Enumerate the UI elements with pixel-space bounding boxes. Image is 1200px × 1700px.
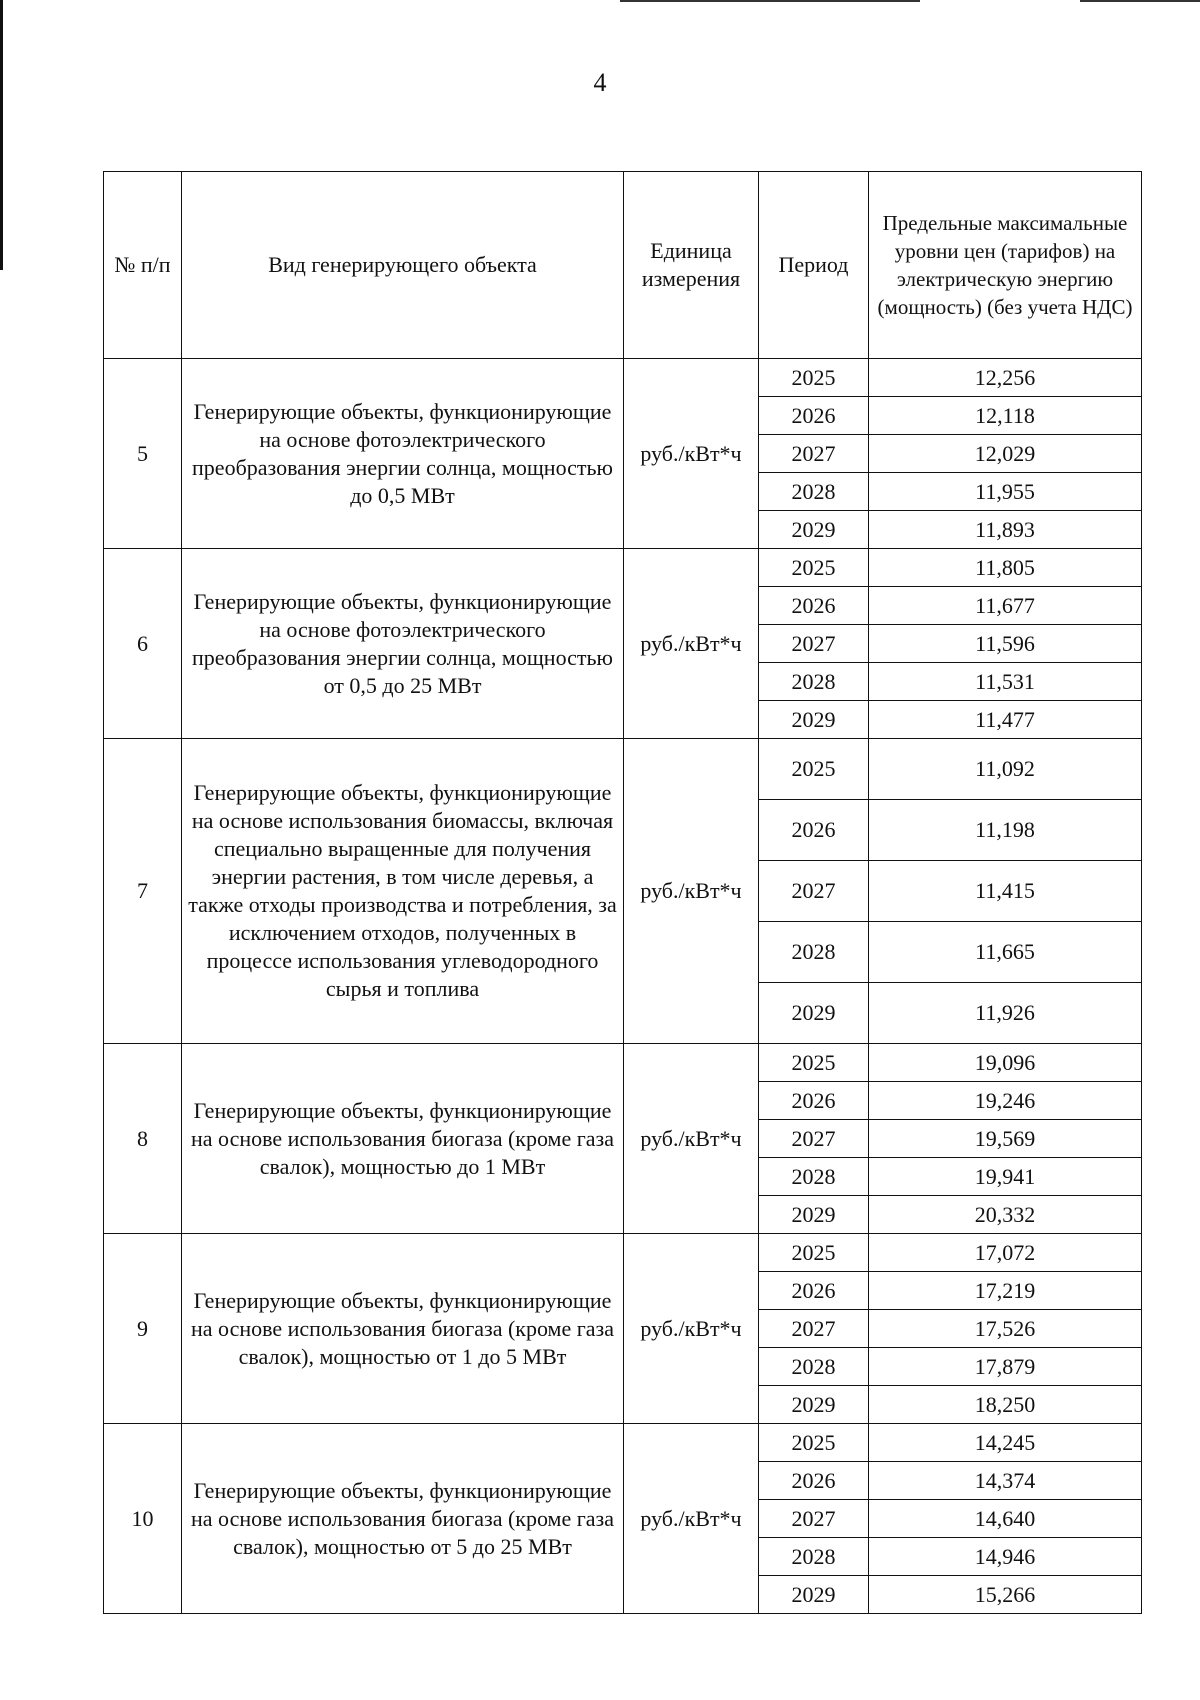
tariff-value: 11,477 (869, 701, 1142, 739)
period-year: 2026 (759, 1272, 869, 1310)
tariff-value: 20,332 (869, 1196, 1142, 1234)
tariff-value: 11,198 (869, 800, 1142, 861)
group-number: 7 (104, 739, 182, 1044)
period-year: 2025 (759, 549, 869, 587)
tariff-value: 11,092 (869, 739, 1142, 800)
header-num: № п/п (104, 172, 182, 359)
tariff-value: 14,640 (869, 1500, 1142, 1538)
period-year: 2026 (759, 800, 869, 861)
period-year: 2029 (759, 983, 869, 1044)
table-group (104, 1234, 1142, 1424)
table-row (104, 549, 1142, 587)
tariff-value: 14,245 (869, 1424, 1142, 1462)
period-year: 2025 (759, 1044, 869, 1082)
table-header-row (104, 172, 1142, 359)
group-number: 10 (104, 1424, 182, 1614)
generator-type: Генерирующие объекты, функционирующие на основе фотоэлектрического преобразования энергии солнца, мощностью от 0,5 до 25 МВт (182, 549, 624, 739)
unit: руб./кВт*ч (624, 1234, 759, 1424)
tariff-value: 19,569 (869, 1120, 1142, 1158)
table-group (104, 359, 1142, 549)
tariff-value: 14,946 (869, 1538, 1142, 1576)
tariff-value: 11,531 (869, 663, 1142, 701)
table-group (104, 739, 1142, 1044)
group-number: 5 (104, 359, 182, 549)
unit: руб./кВт*ч (624, 1424, 759, 1614)
tariff-value: 14,374 (869, 1462, 1142, 1500)
generator-type: Генерирующие объекты, функционирующие на основе использования биогаза (кроме газа свалок), мощностью от 5 до 25 МВт (182, 1424, 624, 1614)
tariff-value: 19,941 (869, 1158, 1142, 1196)
period-year: 2025 (759, 359, 869, 397)
period-year: 2029 (759, 1576, 869, 1614)
tariff-value: 11,955 (869, 473, 1142, 511)
tariff-value: 11,415 (869, 861, 1142, 922)
period-year: 2025 (759, 739, 869, 800)
period-year: 2027 (759, 861, 869, 922)
header-price: Предельные максимальные уровни цен (тарифов) на электрическую энергию (мощность) (без учета НДС) (869, 172, 1142, 359)
generator-type: Генерирующие объекты, функционирующие на основе использования биогаза (кроме газа свалок), мощностью до 1 МВт (182, 1044, 624, 1234)
table-group (104, 549, 1142, 739)
unit: руб./кВт*ч (624, 739, 759, 1044)
table-row (104, 359, 1142, 397)
scan-edge-top (1080, 0, 1200, 2)
scan-edge-top (620, 0, 920, 2)
period-year: 2029 (759, 1386, 869, 1424)
tariff-value: 17,072 (869, 1234, 1142, 1272)
tariff-value: 11,665 (869, 922, 1142, 983)
tariff-value: 12,029 (869, 435, 1142, 473)
unit: руб./кВт*ч (624, 359, 759, 549)
period-year: 2027 (759, 1310, 869, 1348)
tariff-value: 18,250 (869, 1386, 1142, 1424)
tariff-table (103, 171, 1142, 1614)
period-year: 2026 (759, 1082, 869, 1120)
period-year: 2027 (759, 1120, 869, 1158)
table-group (104, 1424, 1142, 1614)
period-year: 2027 (759, 435, 869, 473)
period-year: 2028 (759, 1158, 869, 1196)
group-number: 6 (104, 549, 182, 739)
tariff-value: 19,096 (869, 1044, 1142, 1082)
period-year: 2029 (759, 701, 869, 739)
header-period: Период (759, 172, 869, 359)
tariff-value: 17,526 (869, 1310, 1142, 1348)
group-number: 8 (104, 1044, 182, 1234)
table-row (104, 1044, 1142, 1082)
generator-type: Генерирующие объекты, функционирующие на основе использования биогаза (кроме газа свалок), мощностью от 1 до 5 МВт (182, 1234, 624, 1424)
tariff-value: 17,219 (869, 1272, 1142, 1310)
period-year: 2028 (759, 922, 869, 983)
tariff-value: 11,805 (869, 549, 1142, 587)
table-row (104, 1234, 1142, 1272)
period-year: 2028 (759, 1348, 869, 1386)
header-unit: Единица измерения (624, 172, 759, 359)
tariff-value: 11,677 (869, 587, 1142, 625)
generator-type: Генерирующие объекты, функционирующие на основе использования биомассы, включая специально выращенные для получения энергии растения, в том числе деревья, а также отходы производства и потребления, за исключением отходов, полученных в процессе использования углеводородного сырья и топлива (182, 739, 624, 1044)
table-group (104, 1044, 1142, 1234)
header-kind: Вид генерирующего объекта (182, 172, 624, 359)
unit: руб./кВт*ч (624, 549, 759, 739)
tariff-value: 11,926 (869, 983, 1142, 1044)
period-year: 2028 (759, 473, 869, 511)
period-year: 2025 (759, 1424, 869, 1462)
period-year: 2028 (759, 663, 869, 701)
tariff-value: 12,118 (869, 397, 1142, 435)
period-year: 2027 (759, 1500, 869, 1538)
page-number: 4 (593, 68, 607, 97)
tariff-value: 17,879 (869, 1348, 1142, 1386)
tariff-value: 12,256 (869, 359, 1142, 397)
period-year: 2026 (759, 587, 869, 625)
period-year: 2029 (759, 1196, 869, 1234)
tariff-value: 11,596 (869, 625, 1142, 663)
scan-edge-left (0, 0, 3, 270)
period-year: 2026 (759, 1462, 869, 1500)
tariff-value: 15,266 (869, 1576, 1142, 1614)
table-row (104, 1424, 1142, 1462)
tariff-value: 19,246 (869, 1082, 1142, 1120)
generator-type: Генерирующие объекты, функционирующие на основе фотоэлектрического преобразования энергии солнца, мощностью до 0,5 МВт (182, 359, 624, 549)
group-number: 9 (104, 1234, 182, 1424)
period-year: 2027 (759, 625, 869, 663)
period-year: 2028 (759, 1538, 869, 1576)
tariff-value: 11,893 (869, 511, 1142, 549)
period-year: 2025 (759, 1234, 869, 1272)
unit: руб./кВт*ч (624, 1044, 759, 1234)
period-year: 2029 (759, 511, 869, 549)
period-year: 2026 (759, 397, 869, 435)
table-row (104, 739, 1142, 800)
